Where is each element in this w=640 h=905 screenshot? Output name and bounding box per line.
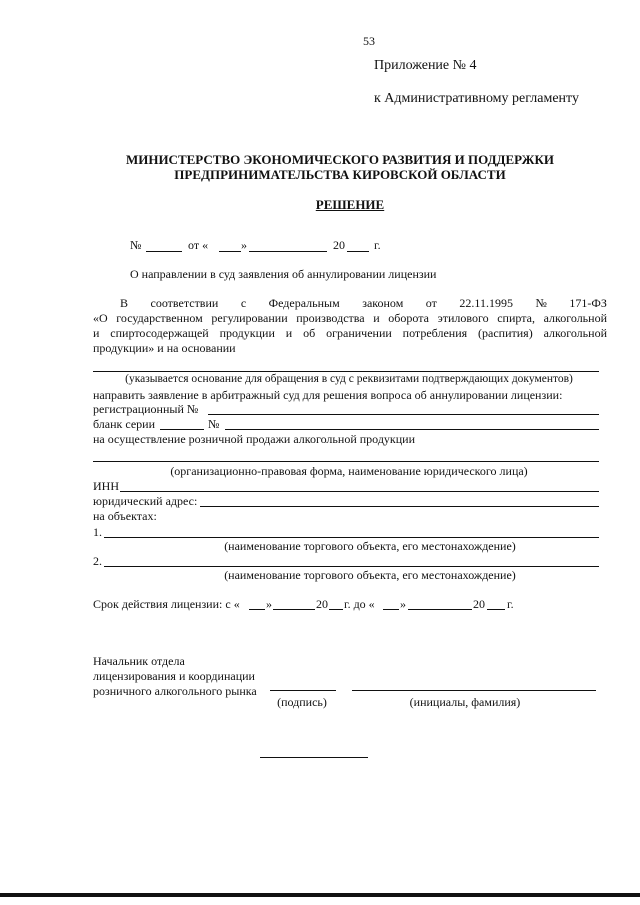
send-text: направить заявление в арбитражный суд для решения вопроса об аннулировании лицензии: bbox=[93, 388, 563, 402]
body-word: В bbox=[120, 296, 129, 310]
org-hint: (организационно-правовая форма, наименование юридического лица) bbox=[170, 464, 528, 478]
address-blank bbox=[200, 506, 599, 507]
validity-year-1: 20 bbox=[316, 597, 328, 611]
year-prefix: 20 bbox=[333, 238, 345, 252]
body-word: с bbox=[240, 296, 247, 310]
object-2-hint: (наименование торгового объекта, его местонахождение) bbox=[224, 568, 516, 582]
page-number: 53 bbox=[363, 34, 375, 48]
appendix-subtitle: к Административному регламенту bbox=[374, 91, 579, 106]
initials-blank bbox=[352, 690, 596, 691]
object-2-blank bbox=[104, 566, 599, 567]
date-close-quote: » bbox=[241, 238, 247, 252]
inn-blank bbox=[120, 491, 599, 492]
reg-number-label: регистрационный № bbox=[93, 402, 199, 416]
validity-year-1-blank bbox=[329, 609, 343, 610]
closing-divider bbox=[260, 757, 368, 758]
validity-close-2: » bbox=[400, 597, 406, 611]
body-line-2: «О государственном регулировании производства и оборота этилового спирта, алкогольной bbox=[93, 311, 607, 325]
basis-hint: (указывается основание для обращения в суд с реквизитами подтверждающих документов) bbox=[125, 373, 573, 385]
object-1-blank bbox=[104, 537, 599, 538]
appendix-title: Приложение № 4 bbox=[374, 58, 477, 73]
validity-month-2-blank bbox=[408, 609, 472, 610]
body-line-3: и спиртосодержащей продукции и об ограничении потребления (распития) алкогольной bbox=[93, 326, 607, 340]
signature-hint: (подпись) bbox=[277, 695, 327, 709]
org-blank bbox=[93, 461, 599, 462]
body-word: 171-ФЗ bbox=[569, 296, 607, 310]
initials-hint: (инициалы, фамилия) bbox=[409, 695, 521, 709]
body-word: законом bbox=[362, 296, 404, 310]
number-label: № bbox=[130, 238, 142, 252]
body-word: Федеральным bbox=[268, 296, 340, 310]
retail-text: на осуществление розничной продажи алкогольной продукции bbox=[93, 432, 416, 446]
validity-to-label: г. до « bbox=[344, 597, 375, 611]
object-1-label: 1. bbox=[93, 525, 102, 539]
validity-close-1: » bbox=[266, 597, 272, 611]
signer-line-1: Начальник отдела bbox=[93, 654, 185, 668]
validity-end: г. bbox=[507, 597, 514, 611]
validity-day-2-blank bbox=[383, 609, 399, 610]
ministry-line-2: ПРЕДПРИНИМАТЕЛЬСТВА КИРОВСКОЙ ОБЛАСТИ bbox=[174, 167, 506, 182]
signer-line-2: лицензирования и координации bbox=[93, 669, 255, 683]
validity-year-2-blank bbox=[487, 609, 505, 610]
blank-number-label: № bbox=[208, 417, 220, 431]
ministry-line-1: МИНИСТЕРСТВО ЭКОНОМИЧЕСКОГО РАЗВИТИЯ И ПОДДЕРЖКИ bbox=[125, 152, 555, 167]
year-blank bbox=[347, 251, 369, 252]
validity-label: Срок действия лицензии: с « bbox=[93, 597, 240, 611]
objects-label: на объектах: bbox=[93, 509, 157, 523]
reg-number-blank bbox=[208, 414, 599, 415]
day-blank bbox=[219, 251, 241, 252]
body-word: от bbox=[425, 296, 437, 310]
validity-day-1-blank bbox=[249, 609, 265, 610]
page-bottom-edge bbox=[0, 893, 640, 897]
blank-series-blank bbox=[160, 429, 204, 430]
blank-series-label: бланк серии bbox=[93, 417, 156, 431]
body-word: 22.11.1995 bbox=[459, 296, 513, 310]
basis-blank bbox=[93, 371, 599, 372]
validity-year-2: 20 bbox=[473, 597, 485, 611]
number-blank bbox=[146, 251, 182, 252]
body-word: соответствии bbox=[150, 296, 219, 310]
object-1-hint: (наименование торгового объекта, его местонахождение) bbox=[224, 539, 516, 553]
subject-line: О направлении в суд заявления об аннулировании лицензии bbox=[130, 267, 437, 281]
body-word: № bbox=[535, 296, 547, 310]
body-line-1 bbox=[93, 296, 607, 311]
body-line-4: продукции» и на основании bbox=[93, 341, 236, 355]
blank-number-blank bbox=[225, 429, 599, 430]
address-label: юридический адрес: bbox=[93, 494, 198, 508]
year-suffix: г. bbox=[374, 238, 381, 252]
inn-label: ИНН bbox=[93, 479, 119, 493]
month-blank bbox=[249, 251, 327, 252]
signature-blank bbox=[270, 690, 336, 691]
object-2-label: 2. bbox=[93, 554, 102, 568]
signer-line-3: розничного алкогольного рынка bbox=[93, 684, 257, 698]
document-title: РЕШЕНИЕ bbox=[315, 197, 385, 212]
date-from-label: от « bbox=[188, 238, 209, 252]
validity-month-1-blank bbox=[273, 609, 315, 610]
